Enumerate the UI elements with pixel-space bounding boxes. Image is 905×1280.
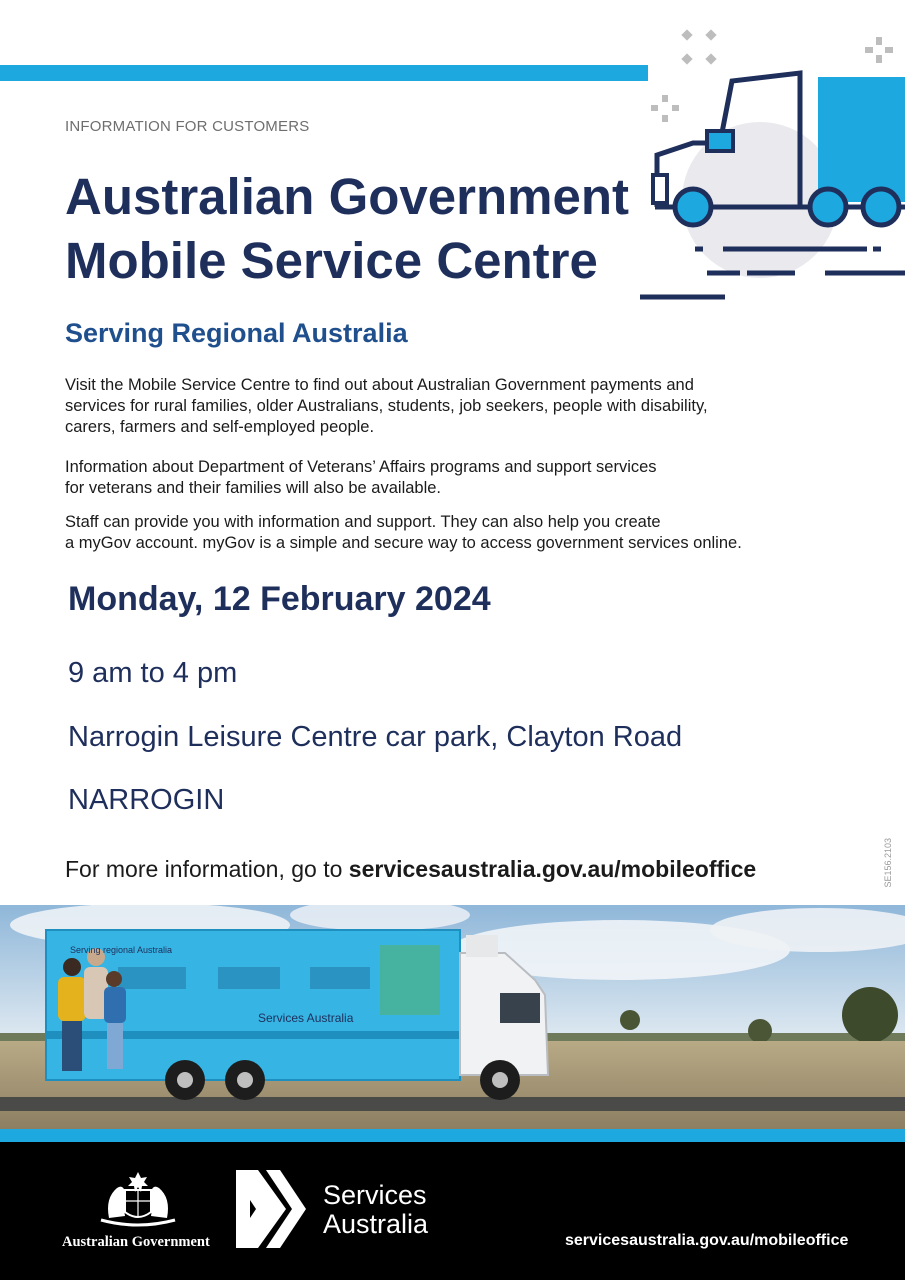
document-code: SE156.2103 bbox=[883, 838, 893, 888]
veterans-line-1: Information about Department of Veterans’ Affairs programs and support services bbox=[65, 458, 657, 476]
wordmark-line-2: Australia bbox=[323, 1209, 429, 1239]
intro-paragraph bbox=[65, 375, 845, 438]
veterans-paragraph bbox=[65, 457, 845, 499]
event-location: Narrogin Leisure Centre car park, Clayton Road bbox=[68, 721, 683, 753]
eyebrow-label: INFORMATION FOR CUSTOMERS bbox=[65, 118, 310, 135]
truck-illustration-icon bbox=[635, 25, 905, 310]
truck-photo-image bbox=[0, 905, 905, 1129]
services-australia-wordmark bbox=[323, 1181, 428, 1239]
veterans-line-2: for veterans and their families will also be available. bbox=[65, 479, 442, 497]
services-australia-logo-icon bbox=[236, 1170, 306, 1248]
title-line-1: Australian Government bbox=[65, 168, 629, 225]
footer-url-link[interactable]: servicesaustralia.gov.au/mobileoffice bbox=[565, 1232, 849, 1249]
more-info-line bbox=[65, 856, 756, 883]
australian-government-label: Australian Government bbox=[62, 1234, 210, 1250]
footer-accent-strip bbox=[0, 1129, 905, 1142]
truck-brand: Services Australia bbox=[258, 1011, 354, 1025]
intro-line-1: Visit the Mobile Service Centre to find out about Australian Government payments and bbox=[65, 376, 694, 394]
top-accent-bar bbox=[0, 65, 648, 81]
intro-line-3: carers, farmers and self-employed people. bbox=[65, 418, 375, 436]
staff-line-1: Staff can provide you with information and support. They can also help you create bbox=[65, 513, 661, 531]
truck-photo bbox=[0, 905, 905, 1129]
event-time: 9 am to 4 pm bbox=[68, 657, 238, 689]
staff-line-2: a myGov account. myGov is a simple and secure way to access government services online. bbox=[65, 534, 742, 552]
wordmark-line-1: Services bbox=[323, 1180, 427, 1210]
title-line-2: Mobile Service Centre bbox=[65, 232, 598, 289]
staff-paragraph bbox=[65, 512, 845, 554]
event-date: Monday, 12 February 2024 bbox=[68, 580, 491, 618]
event-town: NARROGIN bbox=[68, 784, 225, 816]
page-title bbox=[65, 165, 629, 293]
truck-slogan: Serving regional Australia bbox=[70, 945, 173, 955]
subtitle: Serving Regional Australia bbox=[65, 318, 408, 348]
intro-line-2: services for rural families, older Australians, students, job seekers, people with disability, bbox=[65, 397, 708, 415]
more-info-prefix: For more information, go to bbox=[65, 856, 349, 882]
more-info-link[interactable]: servicesaustralia.gov.au/mobileoffice bbox=[348, 856, 757, 882]
coat-of-arms-icon bbox=[95, 1168, 181, 1230]
